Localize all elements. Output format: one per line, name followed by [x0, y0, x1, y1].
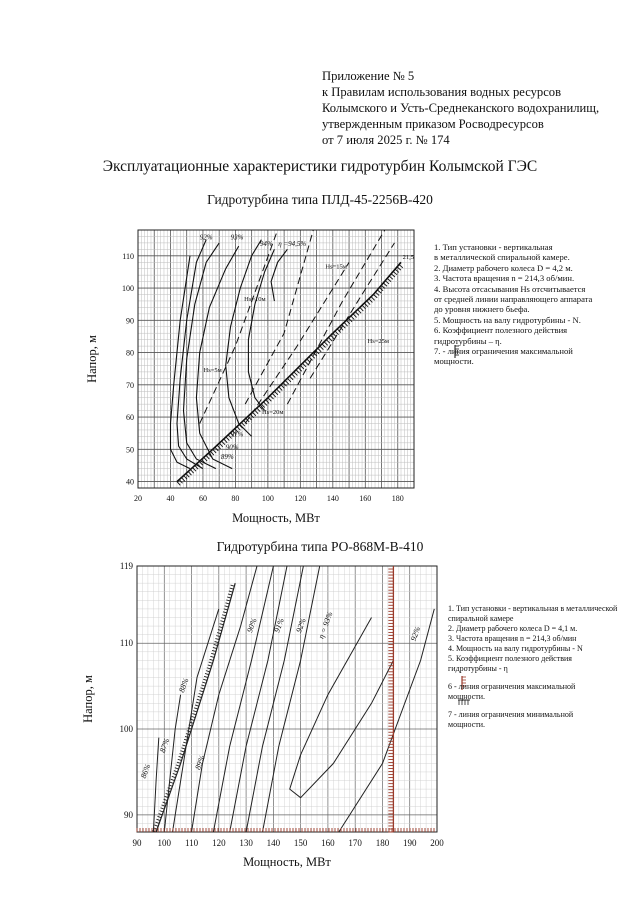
chart2-x-tick: 130	[239, 838, 253, 848]
chart1-efficiency-label: 93%	[230, 233, 244, 242]
chart2-min-limit-hatch	[170, 782, 174, 783]
chart2-min-limit-hatch	[220, 621, 224, 622]
note-line: гидротурбины - η	[448, 664, 508, 673]
note-line: 4. Мощность на валу гидротурбины - N	[448, 644, 583, 653]
appendix-line: к Правилам использования водных ресурсов	[322, 85, 562, 99]
chart2-min-limit-hatch	[156, 819, 160, 820]
chart1-limit-hatch	[177, 482, 180, 486]
chart2-x-tick: 170	[348, 838, 362, 848]
chart1-x-tick: 40	[166, 494, 175, 503]
chart1-limit-hatch	[320, 346, 324, 350]
chart2-min-limit-hatch	[176, 765, 180, 766]
chart1-y-tick: 70	[126, 380, 134, 390]
chart1-limit-hatch	[395, 269, 399, 272]
chart2-x-label: Мощность, МВт	[243, 855, 331, 869]
chart2-min-limit-hatch	[200, 691, 204, 692]
chart2-efficiency-curve	[263, 566, 320, 832]
chart1-x-label: Мощность, МВт	[232, 511, 320, 525]
note-line: 4. Высота отсасывания Hs отсчитывается	[434, 283, 586, 294]
chart2-min-limit-hatch	[181, 748, 185, 749]
chart2-min-limit-hatch	[217, 633, 221, 634]
chart1-limit-hatch	[204, 457, 207, 461]
chart1-limit-hatch	[311, 355, 315, 359]
chart1-efficiency-label: 89%	[220, 452, 234, 461]
chart2-min-limit-hatch	[219, 627, 223, 628]
chart2-x-tick: 190	[402, 838, 417, 848]
chart1-y-tick: 90	[126, 316, 134, 326]
chart1-y-tick: 100	[122, 284, 134, 294]
chart2-efficiency-label: 92%	[408, 625, 423, 643]
chart1-notes	[434, 242, 592, 367]
chart2-x-tick: 120	[212, 838, 226, 848]
chart2-min-limit-hatch	[178, 759, 182, 760]
chart1-limit-hatch	[305, 361, 309, 365]
chart1-limit-hatch	[266, 400, 269, 404]
chart1-limit-hatch	[351, 316, 354, 320]
note-line: 2. Диаметр рабочего колеса D = 4,1 м.	[448, 624, 578, 633]
chart2-min-limit-hatch	[180, 751, 184, 752]
chart2-efficiency-label: 92%	[294, 616, 308, 634]
chart1-limit-hatch	[181, 478, 184, 482]
chart2-min-limit-hatch	[186, 734, 190, 735]
chart1-limit-hatch	[307, 359, 311, 363]
chart2-min-limit-hatch	[157, 816, 161, 817]
chart2-min-limit-hatch	[187, 731, 191, 732]
chart2-efficiency-label: 89%	[193, 754, 207, 771]
chart2-efficiency-curve	[230, 566, 287, 832]
chart2-min-limit-hatch	[225, 603, 229, 604]
note-line: 5. Мощность на валу гидротурбины - N.	[434, 314, 581, 325]
chart1-limit-hatch	[383, 283, 387, 286]
chart2-x-tick: 100	[157, 838, 172, 848]
chart2-min-limit-hatch	[230, 585, 234, 586]
chart1-x-tick: 80	[231, 494, 240, 503]
appendix-line: утвержденным приказом Росводресурсов	[322, 117, 544, 131]
chart1-limit-hatch	[252, 412, 255, 416]
chart1-x-tick: 60	[198, 494, 207, 503]
chart1-limit-hatch	[326, 340, 330, 344]
appendix-line: Колымского и Усть-Среднеканского водохранилищ,	[322, 101, 600, 115]
chart2-min-limit-hatch	[209, 662, 213, 663]
chart1-limit-hatch	[358, 310, 361, 314]
note-line: мощности.	[434, 356, 474, 367]
chart2-min-limit-hatch	[163, 802, 167, 803]
chart1-y-tick: 60	[126, 413, 134, 423]
chart2-min-limit-hatch	[173, 773, 177, 774]
chart2-min-limit-hatch	[159, 811, 163, 812]
chart2-x-tick: 90	[132, 838, 142, 848]
chart1-x-tick: 160	[359, 494, 372, 503]
note-line: мощности.	[448, 720, 486, 729]
chart1-x-tick: 180	[391, 494, 404, 503]
note-line: 6. Коэффициент полезного действия	[434, 325, 568, 336]
chart1-limit-hatch	[298, 368, 302, 372]
chart1-limit-hatch	[373, 295, 377, 298]
chart1-title: Гидротурбина типа ПЛД-45-2256В-420	[207, 192, 433, 207]
chart1-limit-hatch	[375, 292, 379, 295]
chart2-min-limit-hatch	[195, 705, 199, 706]
note-line: 7. - линия ограничения максимальной	[434, 346, 573, 357]
note-line: 5. Коэффициент полезного действия	[448, 654, 572, 663]
chart1-efficiency-label: 92%	[199, 233, 213, 242]
chart2-min-limit-hatch	[216, 636, 220, 637]
chart1-limit-hatch	[287, 378, 291, 382]
chart2-min-limit-hatch	[211, 653, 215, 654]
note-line: в металлической спиральной камере.	[434, 252, 570, 263]
chart1-suction-label: Hs=20м	[261, 408, 284, 416]
appendix-line: от 7 июля 2025 г. № 174	[322, 133, 450, 147]
chart1-efficiency-label: 94%	[259, 240, 273, 249]
note-line: 7 - линия ограничения минимальной	[448, 710, 574, 719]
chart1-limit-hatch	[318, 348, 322, 352]
chart1-limit-hatch	[331, 335, 335, 339]
chart2-min-limit-hatch	[230, 588, 234, 589]
chart1-limit-hatch	[303, 363, 307, 367]
chart2-y-tick: 119	[119, 561, 133, 571]
chart2-efficiency-label: η = 93%	[316, 610, 335, 640]
chart1-limit-hatch	[213, 449, 216, 453]
chart1-efficiency-label: 90%	[225, 443, 239, 452]
chart2-efficiency-curve	[246, 566, 303, 832]
chart1-limit-hatch	[263, 402, 266, 406]
note-line: 3. Частота вращения n = 214,3 об/мин	[448, 634, 577, 643]
note-line: гидротурбины – η.	[434, 335, 502, 346]
chart2-min-limit-hatch	[228, 594, 232, 595]
chart1-limit-hatch	[294, 372, 298, 376]
chart1-limit-label: 21,5	[402, 254, 415, 262]
chart2-efficiency-label: 91%	[272, 616, 286, 634]
chart2-min-limit-hatch	[222, 615, 226, 616]
chart1-limit-hatch	[393, 271, 397, 274]
chart1-limit-hatch	[335, 331, 338, 335]
chart1-efficiency-curve	[184, 243, 220, 469]
appendix-line: Приложение № 5	[322, 69, 415, 83]
chart1-limit-hatch	[270, 396, 274, 400]
chart1-limit-hatch	[385, 281, 389, 284]
chart2-min-limit-hatch	[203, 679, 207, 680]
chart2-min-limit-hatch	[197, 699, 201, 700]
chart1-x-tick: 120	[294, 494, 307, 503]
chart1-limit-hatch	[324, 342, 328, 346]
note-line: 1. Тип установки - вертикальная	[434, 242, 553, 252]
chart2-x-tick: 180	[375, 838, 390, 848]
chart1-y-tick: 110	[122, 251, 134, 261]
chart2-efficiency-label: 90%	[245, 616, 259, 634]
chart2-y-tick: 110	[119, 638, 133, 649]
chart1-limit-hatch	[353, 314, 356, 318]
chart2-x-tick: 200	[430, 838, 444, 848]
chart1-limit-hatch	[322, 344, 326, 348]
chart2-notes	[448, 604, 617, 730]
chart2-min-limit-hatch	[227, 597, 231, 598]
chart2-min-limit-hatch	[192, 714, 196, 715]
chart2-title: Гидротурбина типа РО-868М-В-410	[216, 539, 424, 554]
chart2-y-label: Напор, м	[81, 675, 95, 723]
chart1-y-tick: 50	[126, 445, 134, 455]
chart1-limit-hatch	[279, 387, 283, 391]
chart2-efficiency-label: 86%	[138, 762, 153, 780]
chart2-min-limit-hatch	[179, 756, 183, 757]
note-line: от средней линии направляющего аппарата	[434, 294, 593, 305]
chart1-limit-hatch	[257, 408, 260, 412]
chart2-min-limit-hatch	[208, 665, 212, 666]
chart2-x-tick: 160	[321, 838, 335, 848]
chart1-limit-hatch	[300, 365, 304, 369]
chart1-limit-hatch	[333, 333, 336, 337]
chart1-x-tick: 100	[261, 494, 274, 503]
chart1-efficiency-label: 91%	[230, 430, 244, 439]
chart1-limit-hatch	[296, 370, 300, 374]
chart1-limit-hatch	[328, 338, 332, 342]
chart1-limit-hatch	[377, 290, 381, 293]
note-line: 2. Диаметр рабочего колеса D = 4,2 м.	[434, 262, 573, 273]
page-title: Эксплуатационные характеристики гидротурбин Колымской ГЭС	[102, 158, 538, 175]
chart2-min-limit-hatch	[200, 688, 204, 689]
chart2-min-limit-hatch	[154, 825, 158, 826]
chart2-min-limit-hatch	[191, 716, 195, 717]
chart1-limit-hatch	[277, 389, 281, 393]
chart1-limit-hatch	[292, 374, 296, 378]
note-line: 1. Тип установки - вертикальная в металлической	[448, 604, 618, 613]
chart2-min-limit-hatch	[205, 673, 209, 674]
chart2-min-limit-hatch	[221, 618, 225, 619]
chart1-limit-hatch	[355, 312, 358, 316]
chart1-limit-hatch	[285, 381, 289, 385]
chart1-y-tick: 40	[126, 477, 134, 487]
chart1-limit-hatch	[274, 391, 278, 395]
chart1-limit-hatch	[268, 398, 272, 402]
note-line: до уровня нижнего бьефа.	[434, 304, 530, 315]
chart1-x-tick: 140	[326, 494, 339, 503]
chart2-y-tick: 100	[119, 724, 133, 735]
chart2-min-limit-hatch	[198, 696, 202, 697]
chart2-min-limit-hatch	[223, 612, 227, 613]
note-line: 6 - линия ограничения максимальной	[448, 682, 576, 691]
chart2-efficiency-label: 88%	[177, 676, 191, 694]
chart1-y-tick: 80	[126, 348, 134, 358]
chart1-suction-label: Hs=25м	[367, 337, 390, 345]
chart2-min-limit-hatch	[215, 641, 219, 642]
note-line: 3. Частота вращения n = 214,3 об/мин.	[434, 273, 575, 284]
chart2-min-limit-hatch	[212, 650, 216, 651]
chart2-efficiency-curve	[213, 566, 273, 832]
chart2-min-limit-hatch	[161, 808, 165, 809]
chart2-x-tick: 140	[266, 838, 281, 848]
chart1-x-tick: 20	[134, 494, 142, 503]
chart1-efficiency-curve	[226, 240, 262, 437]
chart2-efficiency-label: 87%	[157, 736, 172, 754]
chart2-min-limit-hatch	[206, 671, 210, 672]
chart1-efficiency-label: η =94,5%	[278, 240, 307, 249]
note-line: спиральной камере	[448, 614, 514, 623]
chart2-min-limit-hatch	[220, 624, 224, 625]
chart2-min-limit-hatch	[225, 606, 229, 607]
chart1-limit-hatch	[272, 393, 276, 397]
chart1-efficiency-curve	[177, 240, 206, 469]
chart2-x-tick: 150	[293, 838, 308, 848]
chart1-suction-label: Hs=5м	[203, 366, 222, 374]
chart1-y-label: Напор, м	[85, 335, 99, 383]
chart2-min-limit-hatch	[202, 682, 206, 683]
chart2-x-tick: 110	[184, 838, 199, 848]
chart2-y-tick: 90	[124, 809, 133, 820]
chart1-suction-label: Hs=15м	[325, 263, 347, 271]
chart1-limit-hatch	[290, 376, 294, 380]
note-line: мощности.	[448, 692, 486, 701]
chart2-min-limit-hatch	[194, 708, 198, 709]
chart2-min-limit-hatch	[214, 644, 218, 645]
chart2-min-limit-hatch	[210, 656, 214, 657]
chart1-suction-label: Hs=10м	[244, 295, 266, 303]
chart1-limit-hatch	[360, 307, 363, 311]
